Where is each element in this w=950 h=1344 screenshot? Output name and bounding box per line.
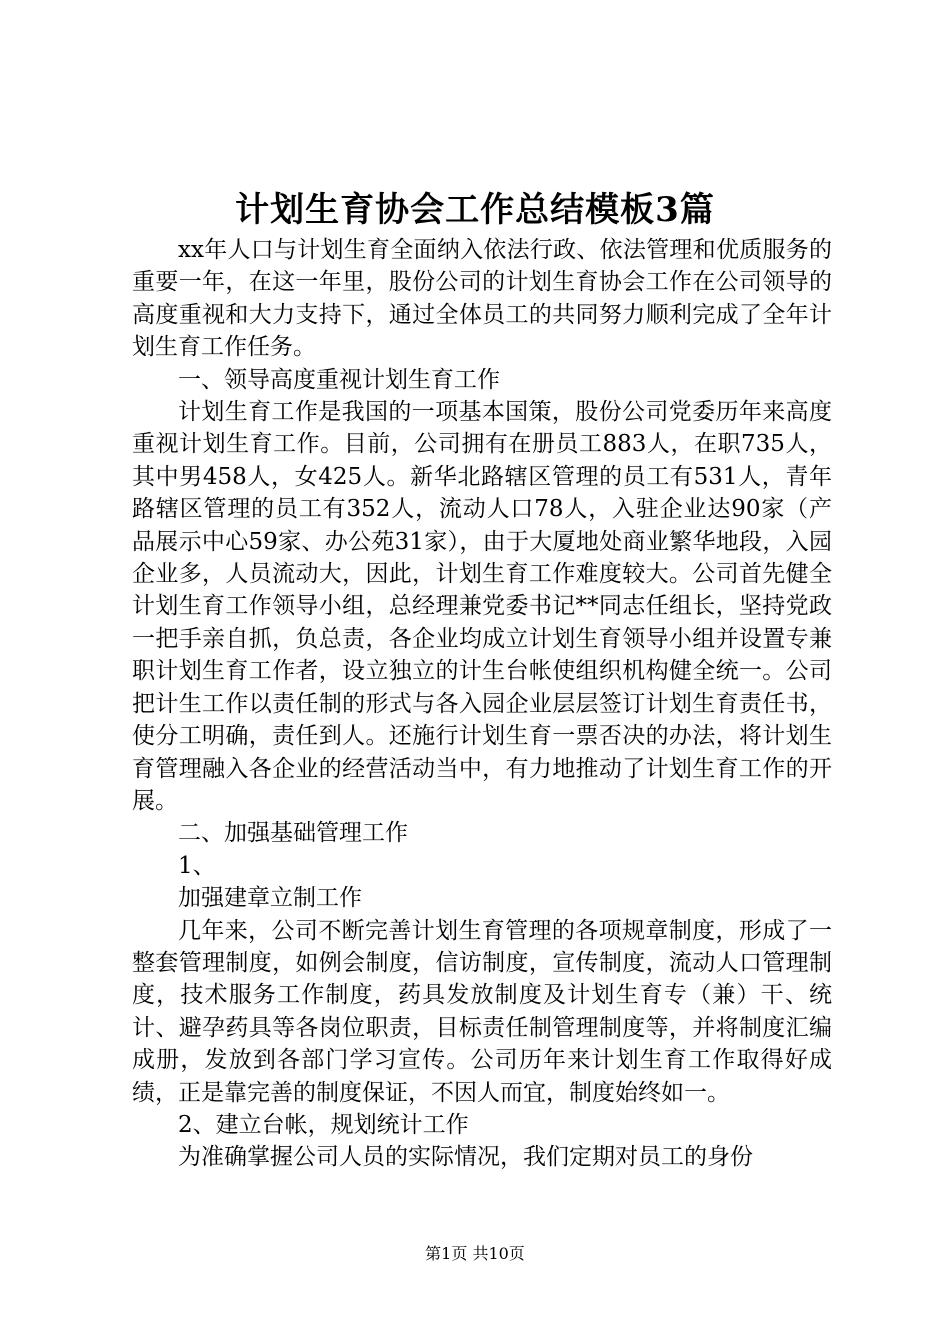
- list-number: 1、: [178, 852, 216, 879]
- subsection-heading: 2、建立台帐，规划统计工作: [178, 1111, 469, 1138]
- document-title: 计划生育协会工作总结模板3篇: [235, 190, 715, 230]
- paragraph: xx年人口与计划生育全面纳入依法行政、依法管理和优质服务的重要一年，在这一年里，股份公司的计划生育协会工作在公司领导的高度重视和大力支持下，通过全体员工的共同努力顺利完成了全年计划生育工作任务。: [132, 237, 832, 361]
- subsection-heading: 加强建章立制工作: [178, 885, 362, 912]
- section-heading: 一、领导高度重视计划生育工作: [178, 366, 500, 393]
- paragraph: 计划生育工作是我国的一项基本国策，股份公司党委历年来高度重视计划生育工作。目前，公司拥有在册员工883人，在职735人，其中男458人，女425人。新华北路辖区管理的员工有531人，青年路辖区管理的员工有352人，流动人口78人，入驻企业达90家（产品展示中心59家、办公苑31家），由于大厦地处商业繁华地段，入园企业多，人员流动大，因此，计划生育工作难度较大。公司首先健全计划生育工作领导小组，总经理兼党委书记**同志任组长，坚持党政一把手亲自抓，负总责，各企业均成立计划生育领导小组并设置专兼职计划生育工作者，设立独立的计生台帐使组织机构健全统一。公司把计生工作以责任制的形式与各入园企业层层签订计划生育责任书，使分工明确，责任到人。还施行计划生育一票否决的办法，将计划生育管理融入各企业的经营活动当中，有力地推动了计划生育工作的开展。: [132, 399, 832, 814]
- page-footer: 第1页 共10页: [425, 1244, 525, 1263]
- document-body: [132, 234, 832, 1174]
- section-heading: 二、加强基础管理工作: [178, 820, 408, 847]
- paragraph: 为准确掌握公司人员的实际情况，我们定期对员工的身份: [178, 1144, 753, 1171]
- paragraph: 几年来，公司不断完善计划生育管理的各项规章制度，形成了一整套管理制度，如例会制度，信访制度，宣传制度，流动人口管理制度，技术服务工作制度，药具发放制度及计划生育专（兼）干、统计、避孕药具等各岗位职责，目标责任制管理制度等，并将制度汇编成册，发放到各部门学习宣传。公司历年来计划生育工作取得好成绩，正是靠完善的制度保证，不因人而宜，制度始终如一。: [132, 917, 832, 1106]
